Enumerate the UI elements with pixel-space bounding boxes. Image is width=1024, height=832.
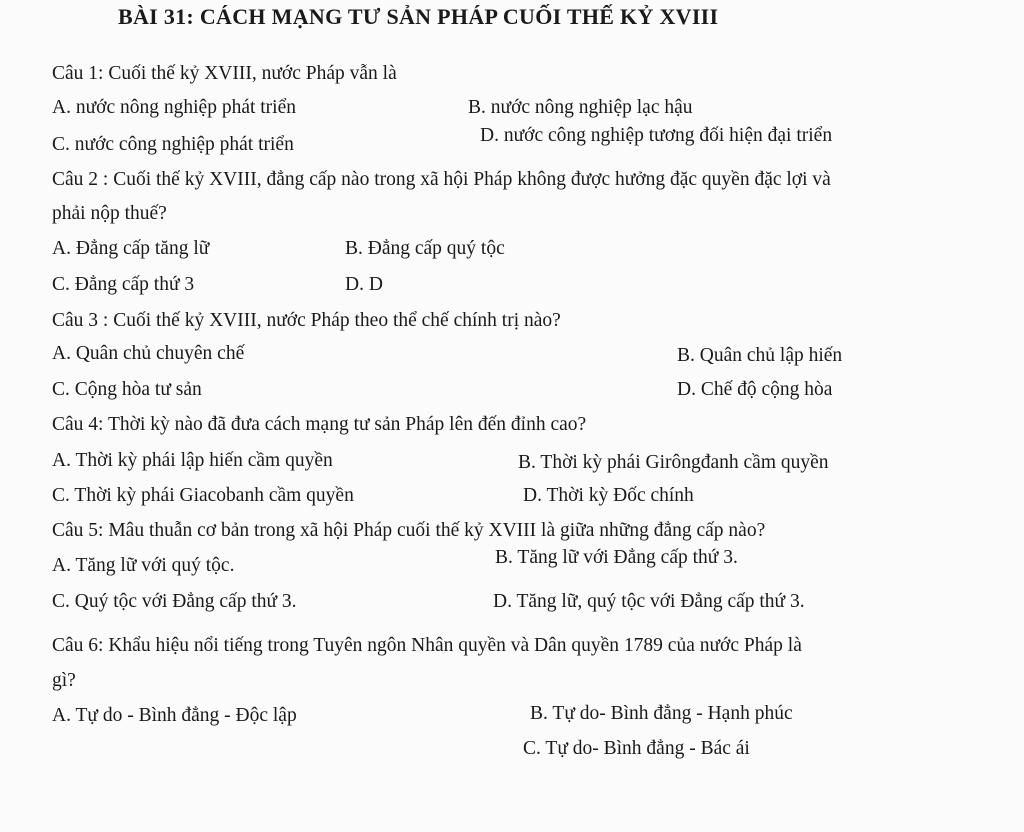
question-1-text: Câu 1: Cuối thế kỷ XVIII, nước Pháp vẫn là [52,63,397,84]
document-title: BÀI 31: CÁCH MẠNG TƯ SẢN PHÁP CUỐI THẾ KỶ XVIII [118,4,719,29]
question-2-option-a: A. Đẳng cấp tăng lữ [52,238,210,259]
question-1-option-c: C. nước công nghiệp phát triển [52,134,294,155]
question-1-option-d: D. nước công nghiệp tương đối hiện đại triển [480,125,833,146]
question-4-option-c: C. Thời kỳ phái Giacobanh cầm quyền [52,485,354,506]
question-6-option-a: A. Tự do - Bình đẳng - Độc lập [52,705,297,726]
question-4-text: Câu 4: Thời kỳ nào đã đưa cách mạng tư sản Pháp lên đến đỉnh cao? [52,414,587,435]
question-2-text-continued: phải nộp thuế? [52,203,167,224]
question-6-option-c: C. Tự do- Bình đẳng - Bác ái [523,738,750,759]
question-5-option-d: D. Tăng lữ, quý tộc với Đẳng cấp thứ 3. [493,591,805,612]
question-4-option-a: A. Thời kỳ phái lập hiến cầm quyền [52,450,333,471]
question-5-option-c: C. Quý tộc với Đẳng cấp thứ 3. [52,591,297,612]
question-6-text-continued: gì? [52,670,76,691]
question-3-option-c: C. Cộng hòa tư sản [52,379,202,400]
question-1-option-a: A. nước nông nghiệp phát triển [52,97,296,118]
question-2-option-b: B. Đẳng cấp quý tộc [345,238,505,259]
question-3-option-d: D. Chế độ cộng hòa [677,379,833,400]
question-4-option-d: D. Thời kỳ Đốc chính [523,485,694,506]
question-6-text: Câu 6: Khẩu hiệu nổi tiếng trong Tuyên ngôn Nhân quyền và Dân quyền 1789 của nước Pháp là [52,635,802,656]
question-3-option-b: B. Quân chủ lập hiến [677,345,843,366]
question-3-option-a: A. Quân chủ chuyên chế [52,343,245,364]
question-3-text: Câu 3 : Cuối thế kỷ XVIII, nước Pháp theo thể chế chính trị nào? [52,310,561,331]
question-2-option-c: C. Đẳng cấp thứ 3 [52,274,195,295]
question-6-option-b: B. Tự do- Bình đẳng - Hạnh phúc [530,703,793,724]
question-2-text: Câu 2 : Cuối thế kỷ XVIII, đẳng cấp nào trong xã hội Pháp không được hưởng đặc quyền đặc lợi và [52,169,831,190]
question-4-option-b: B. Thời kỳ phái Girôngđanh cầm quyền [518,452,829,473]
question-5-text: Câu 5: Mâu thuẫn cơ bản trong xã hội Pháp cuối thế kỷ XVIII là giữa những đẳng cấp nào? [52,520,766,541]
question-2-option-d: D. D [345,274,383,295]
question-5-option-b: B. Tăng lữ với Đẳng cấp thứ 3. [495,547,738,568]
question-5-option-a: A. Tăng lữ với quý tộc. [52,555,235,576]
question-1-option-b: B. nước nông nghiệp lạc hậu [468,97,693,118]
